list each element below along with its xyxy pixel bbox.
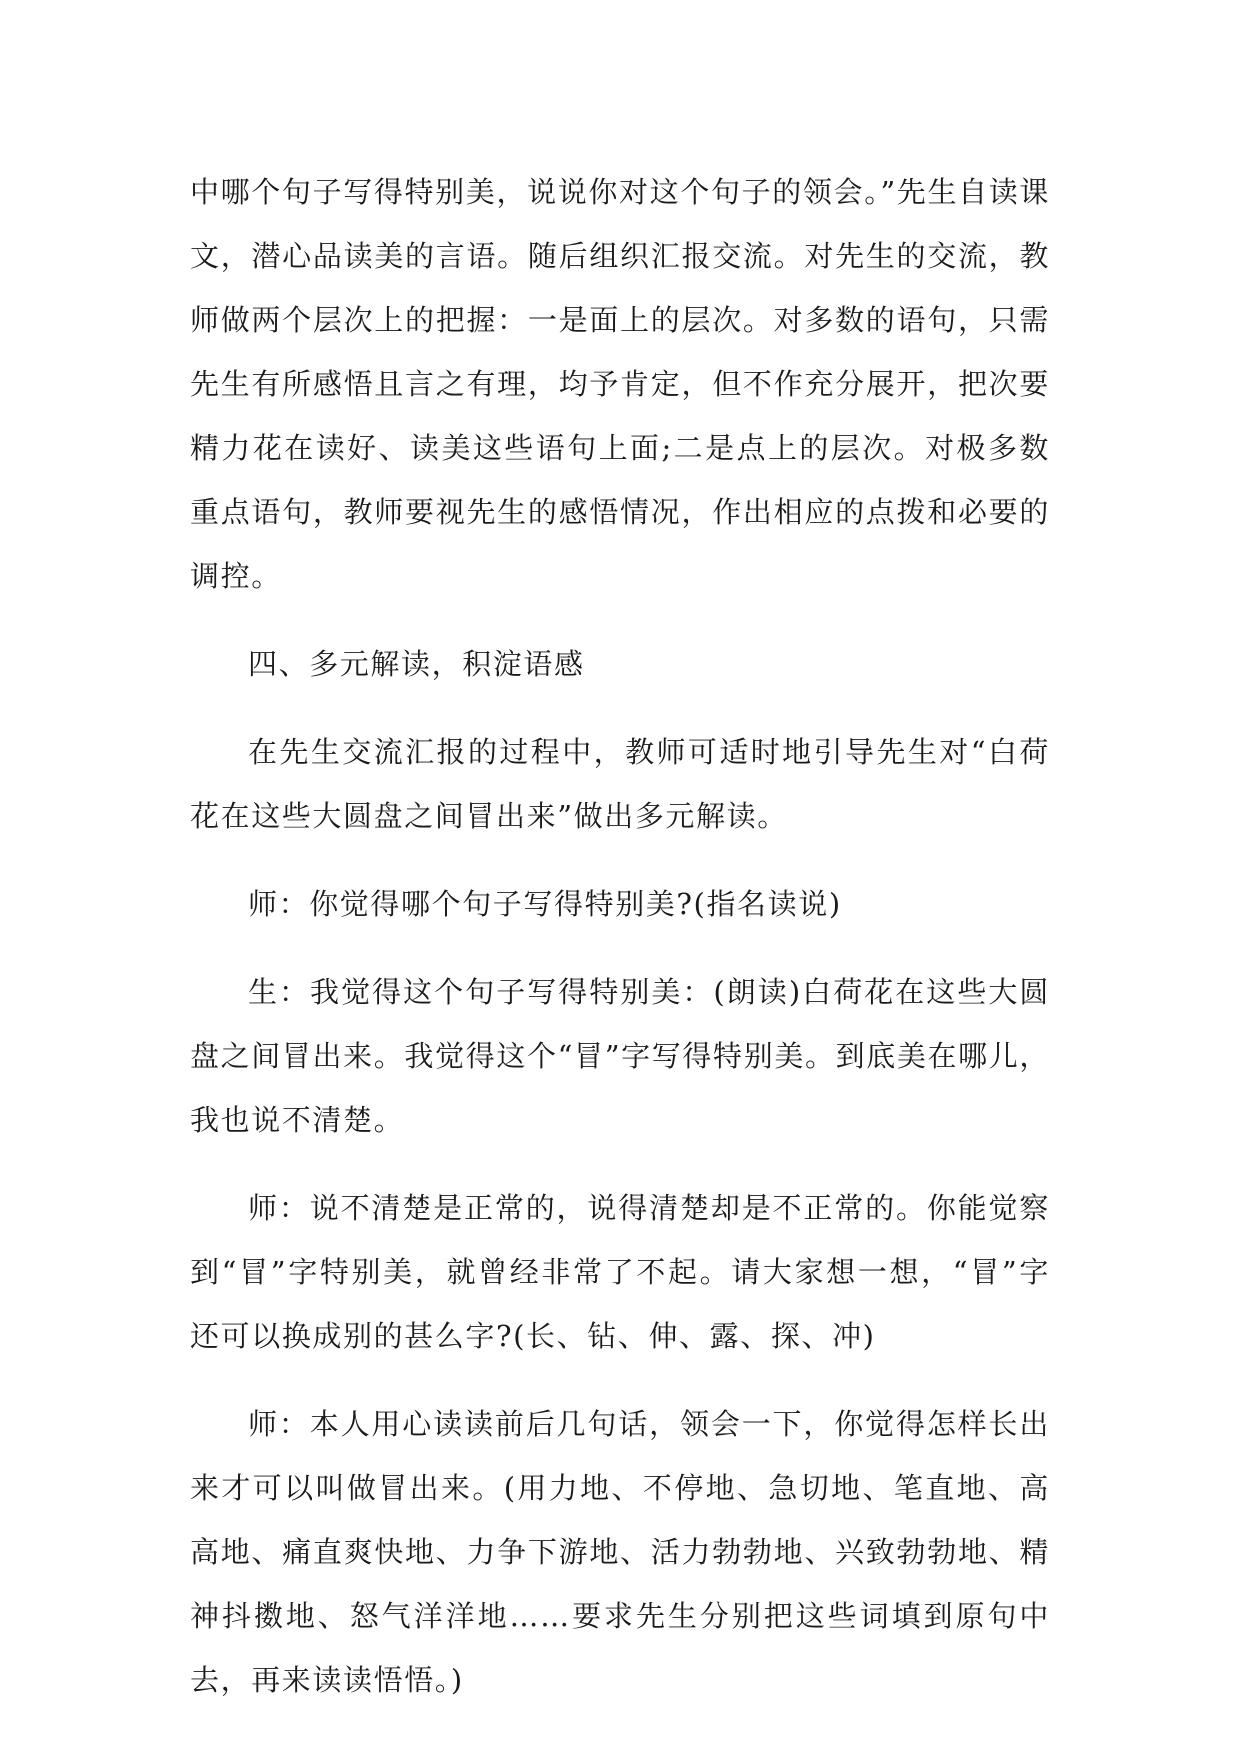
paragraph-teacher-instruction: 师：本人用心读读前后几句话，领会一下，你觉得怎样长出来才可以叫做冒出来。(用力地、不停地、急切地、笔直地、高高地、痛直爽快地、力争下游地、活力勃勃地、兴致勃勃地、精神抖擞地、怒气洋洋地……要求先生分别把这些词填到原句中去，再来读读悟悟。) <box>190 1407 1050 1697</box>
paragraph-continuation: 中哪个句子写得特别美，说说你对这个句子的领会。”先生自读课文，潜心品读美的言语。随后组织汇报交流。对先生的交流，教师做两个层次上的把握：一是面上的层次。对多数的语句，只需先生有所感悟且言之有理，均予肯定，但不作充分展开，把次要精力花在读好、读美这些语句上面;二是点上的层次。对极多数重点语句，教师要视先生的感悟情况，作出相应的点拨和必要的调控。 <box>190 175 1050 593</box>
paragraph-intro: 在先生交流汇报的过程中，教师可适时地引导先生对“白荷花在这些大圆盘之间冒出来”做出多元解读。 <box>190 735 1050 833</box>
section-heading: 四、多元解读，积淀语感 <box>248 647 585 681</box>
paragraph-teacher-question: 师：你觉得哪个句子写得特别美?(指名读说) <box>248 887 842 921</box>
paragraph-student-answer: 生：我觉得这个句子写得特别美：(朗读)白荷花在这些大圆盘之间冒出来。我觉得这个“冒”字写得特别美。到底美在哪儿，我也说不清楚。 <box>190 975 1050 1137</box>
body-text <box>190 160 1050 1712</box>
paragraph-teacher-response: 师：说不清楚是正常的，说得清楚却是不正常的。你能觉察到“冒”字特别美，就曾经非常了不起。请大家想一想，“冒”字还可以换成别的甚么字?(长、钻、伸、露、探、冲) <box>190 1191 1050 1353</box>
